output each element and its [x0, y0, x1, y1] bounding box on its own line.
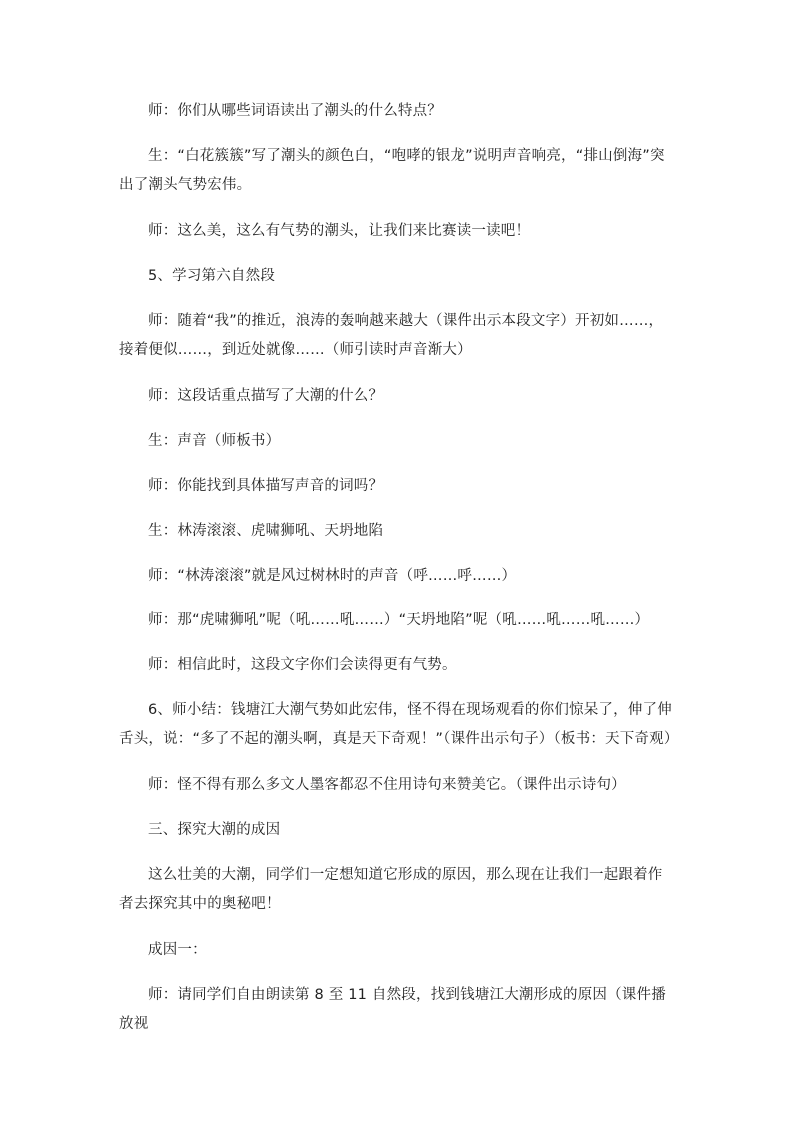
- paragraph-15: 成因一：: [148, 942, 207, 958]
- section-heading-3: 三、探究大潮的成因: [148, 822, 281, 838]
- paragraph-7: 师：你能找到具体描写声音的词吗？: [148, 478, 384, 494]
- paragraph-4: 师：随着“我”的推近，浪涛的轰响越来越大（课件出示本段文字）开初如……，接着便似……，到近处就像……（师引读时声音渐大）: [119, 313, 664, 358]
- section-heading-5: 5、学习第六自然段: [148, 268, 276, 284]
- paragraph-13: 师：怪不得有那么多文人墨客都忍不住用诗句来赞美它。（课件出示诗句）: [148, 777, 626, 793]
- paragraph-16: 师：请同学们自由朗读第 8 至 11 自然段，找到钱塘江大潮形成的原因（课件播放视: [119, 987, 666, 1032]
- paragraph-5: 师：这段话重点描写了大潮的什么？: [148, 388, 384, 404]
- paragraph-12: 6、师小结：钱塘江大潮气势如此宏伟，怪不得在现场观看的你们惊呆了，伸了伸舌头，说：“多了不起的潮头啊，真是天下奇观！”（课件出示句子）（板书：天下奇观）: [119, 702, 679, 747]
- paragraph-6: 生：声音（师板书）: [148, 433, 281, 449]
- paragraph-9: 师：“林涛滚滚”就是风过树林时的声音（呼……呼……）: [148, 568, 517, 584]
- paragraph-14: 这么壮美的大潮，同学们一定想知道它形成的原因，那么现在让我们一起跟着作者去探究其中的奥秘吧！: [119, 867, 663, 912]
- paragraph-2: 生：“白花簇簇”写了潮头的颜色白，“咆哮的银龙”说明声音响亮，“排山倒海”突出了潮头气势宏伟。: [119, 148, 665, 193]
- paragraph-3: 师：这么美，这么有气势的潮头，让我们来比赛读一读吧！: [148, 223, 531, 239]
- paragraph-1: 师：你们从哪些词语读出了潮头的什么特点？: [148, 103, 442, 119]
- paragraph-10: 师：那“虎啸狮吼”呢（吼……吼……）“天坍地陷”呢（吼……吼……吼……）: [148, 612, 650, 628]
- paragraph-8: 生：林涛滚滚、虎啸狮吼、天坍地陷: [148, 523, 384, 539]
- paragraph-11: 师：相信此时，这段文字你们会读得更有气势。: [148, 657, 457, 673]
